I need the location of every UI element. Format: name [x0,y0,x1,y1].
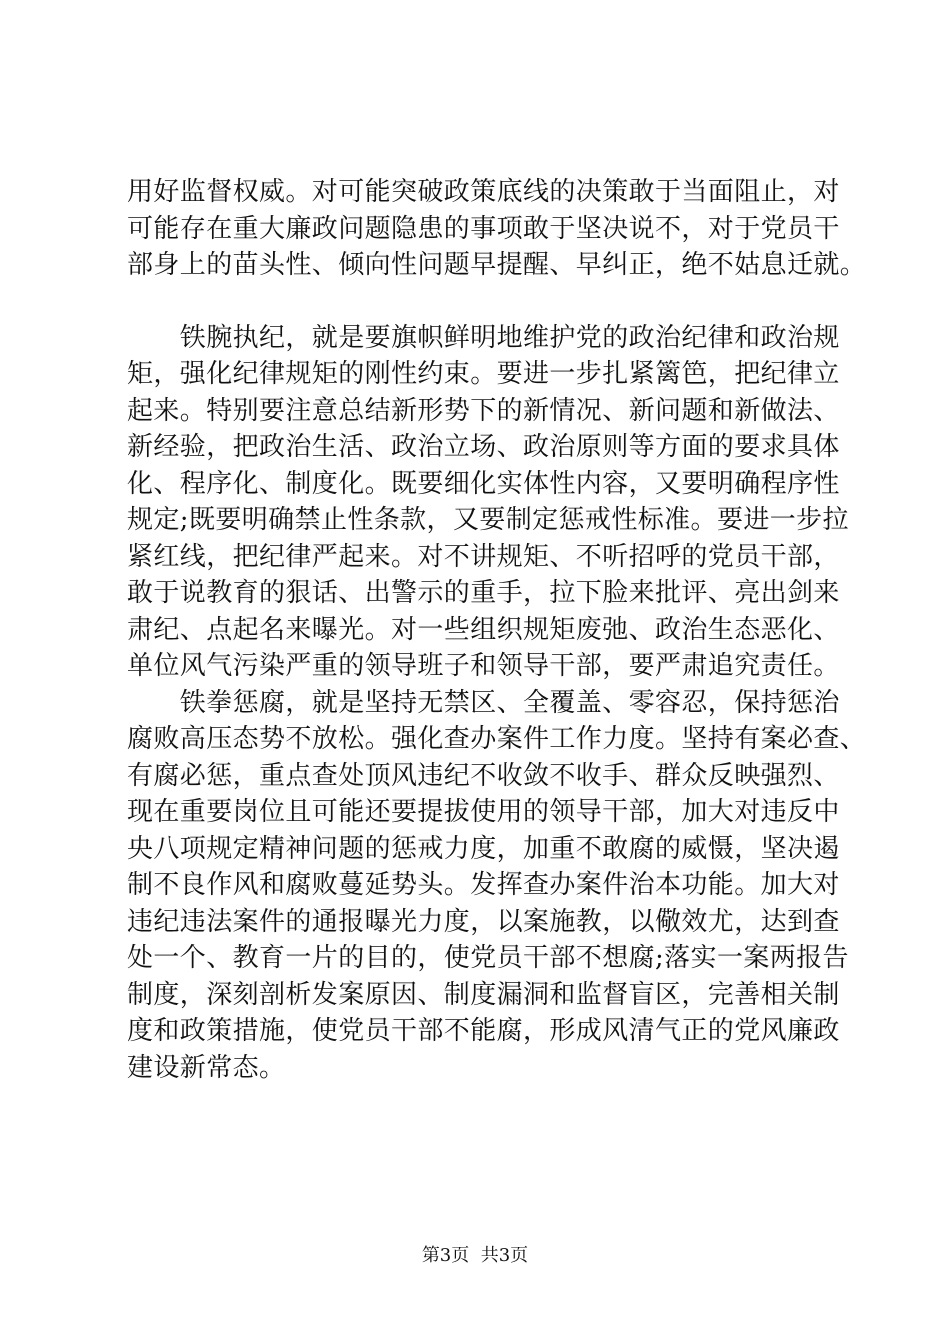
paragraph-spacer [127,284,857,320]
paragraph-line: 单位风气污染严重的领导班子和领导干部，要严肃追究责任。 [127,651,840,681]
paragraph-line: 敢于说教育的狠话、出警示的重手，拉下脸来批评、亮出剑来 [127,578,840,608]
paragraph-line: 现在重要岗位且可能还要提拔使用的领导干部，加大对违反中 [127,797,840,827]
paragraph-line: 肃纪、点起名来曝光。对一些组织规矩废弛、政治生态恶化、 [127,614,840,645]
paragraph-line: 部身上的苗头性、倾向性问题早提醒、早纠正，绝不姑息迁就。 [127,250,867,280]
document-body [127,174,867,1086]
paragraph-line: 规定;既要明确禁止性条款，又要制定惩戒性标准。要进一步拉 [127,505,849,535]
page-number-current: 第3页 [421,1245,470,1266]
paragraph-line: 矩，强化纪律规矩的刚性约束。要进一步扎紧篱笆，把纪律立 [127,359,840,389]
paragraph-line: 可能存在重大廉政问题隐患的事项敢于坚决说不，对于党员干 [127,213,840,244]
paragraph-line: 央八项规定精神问题的惩戒力度，加重不敢腐的威慑，坚决遏 [127,833,840,864]
paragraph-line: 违纪违法案件的通报曝光力度，以案施教，以儆效尤，达到查 [127,906,840,937]
paragraph-line: 度和政策措施，使党员干部不能腐，形成风清气正的党风廉政 [127,1016,840,1046]
paragraph-line: 制度，深刻剖析发案原因、制度漏洞和监督盲区，完善相关制 [127,979,840,1010]
paragraph-line: 有腐必惩，重点查处顶风违纪不收敛不收手、群众反映强烈、 [127,760,840,791]
paragraph-line: 腐败高压态势不放松。强化查办案件工作力度。坚持有案必查、 [127,724,867,754]
page-footer [0,1244,950,1268]
page-number-total: 共3页 [480,1245,529,1266]
footer-separator [469,1245,480,1266]
paragraph-line: 新经验，把政治生活、政治立场、政治原则等方面的要求具体 [127,432,840,462]
paragraph-line: 起来。特别要注意总结新形势下的新情况、新问题和新做法、 [127,395,840,426]
paragraph-2 [127,320,857,685]
paragraph-line: 化、程序化、制度化。既要细化实体性内容，又要明确程序性 [127,468,840,499]
paragraph-line: 紧红线，把纪律严起来。对不讲规矩、不听招呼的党员干部， [127,541,840,572]
paragraph-3 [127,685,867,1087]
paragraph-line: 建设新常态。 [127,1052,286,1083]
paragraph-line: 铁拳惩腐，就是坚持无禁区、全覆盖、零容忍，保持惩治 [127,687,840,718]
paragraph-line: 制不良作风和腐败蔓延势头。发挥查办案件治本功能。加大对 [127,870,840,900]
paragraph-1 [127,174,867,284]
paragraph-line: 用好监督权威。对可能突破政策底线的决策敢于当面阻止，对 [127,177,840,207]
paragraph-line: 铁腕执纪，就是要旗帜鲜明地维护党的政治纪律和政治规 [127,322,840,353]
paragraph-line: 处一个、教育一片的目的，使党员干部不想腐;落实一案两报告 [127,943,849,973]
